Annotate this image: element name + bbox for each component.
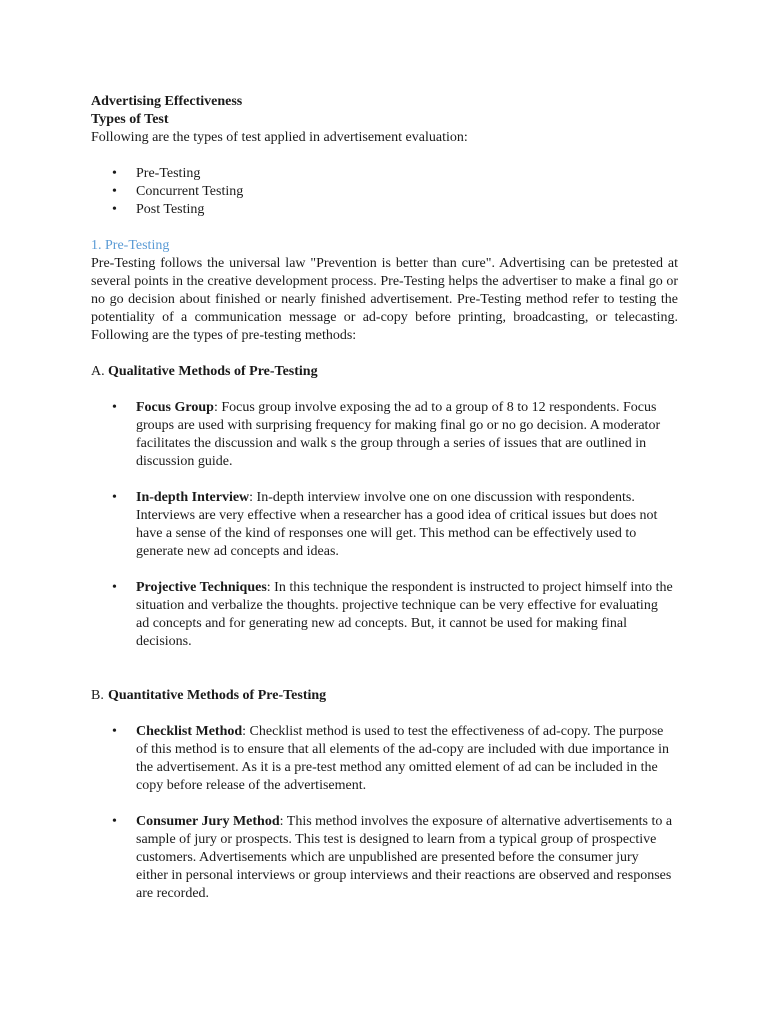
method-term: In-depth Interview	[136, 490, 250, 505]
bullet-icon: •	[112, 166, 117, 181]
list-item: • Pre-Testing	[112, 166, 201, 181]
bullet-icon: •	[112, 580, 117, 595]
method-term: Consumer Jury Method	[136, 814, 280, 829]
method-term: Focus Group	[136, 400, 214, 415]
method-term: Checklist Method	[136, 724, 243, 739]
test-types-list	[91, 165, 678, 219]
quantitative-heading: B. Quantitative Methods of Pre-Testing	[91, 688, 327, 703]
list-item	[91, 813, 678, 903]
document-page	[91, 93, 678, 903]
section-letter: B.	[91, 688, 104, 703]
bullet-icon: •	[112, 490, 117, 505]
qualitative-methods-list	[91, 399, 678, 651]
method-description: : Focus group involve exposing the ad to a group of 8 to 12 respondents. Focus groups are used with surprising frequency for making final go or no go decision. A moderator facilitates the discussion and walk s the group through a series of issues that are outlined in discussion guide.	[136, 400, 661, 469]
list-item	[91, 579, 678, 651]
qualitative-heading: A. Qualitative Methods of Pre-Testing	[91, 364, 318, 379]
method-description: : Checklist method is used to test the effectiveness of ad-copy. The purpose of this method is to ensure that all elements of the ad-copy are included with due importance in the advertisement. As it is a pre-test method any omitted element of ad can be included in the copy before release of the advertisement.	[136, 724, 670, 793]
list-item: • Post Testing	[112, 202, 205, 217]
list-item	[91, 723, 678, 795]
bullet-icon: •	[112, 202, 117, 217]
intro-paragraph: Following are the types of test applied in advertisement evaluation:	[91, 130, 468, 145]
section-heading-pre-testing: 1. Pre-Testing	[91, 238, 170, 253]
bullet-icon: •	[112, 814, 117, 829]
method-term: Projective Techniques	[136, 580, 267, 595]
document-title: Advertising Effectiveness	[91, 94, 243, 109]
list-item: • Concurrent Testing	[112, 184, 244, 199]
method-description: : This method involves the exposure of alternative advertisements to a sample of jury or prospects. This test is designed to learn from a typical group of prospective customers. Advertisements which are unpublished are presented before the consumer jury either in personal interviews or group interviews and their reactions are observed and responses are recorded.	[136, 814, 673, 901]
method-description: : In-depth interview involve one on one discussion with respondents. Interviews are very effective when a researcher has a good idea of critical issues but does not have a sense of the kind of responses one will get. This method can be effectively used to generate new ad concepts and ideas.	[136, 490, 658, 559]
bullet-icon: •	[112, 184, 117, 199]
document-subtitle: Types of Test	[91, 112, 169, 127]
method-description: : In this technique the respondent is instructed to project himself into the situation and verbalize the thoughts. projective technique can be very effective for evaluating ad concepts and for generating new ad concepts. But, it cannot be used for making final decisions.	[136, 580, 673, 649]
bullet-icon: •	[112, 400, 117, 415]
quantitative-methods-list	[91, 723, 678, 903]
pre-testing-paragraph: Pre-Testing follows the universal law "Prevention is better than cure". Advertising can be pretested at several points in the creative development process. Pre-Testing helps the advertiser to make a final go or no go decision about finished or nearly finished advertisement. Pre-Testing method refer to testing the potentiality of a communication message or ad-copy before printing, broadcasting, or telecasting. Following are the types of pre-testing methods:	[91, 256, 678, 343]
list-item	[91, 399, 678, 471]
list-item	[91, 489, 678, 561]
bullet-icon: •	[112, 724, 117, 739]
section-letter: A.	[91, 364, 105, 379]
